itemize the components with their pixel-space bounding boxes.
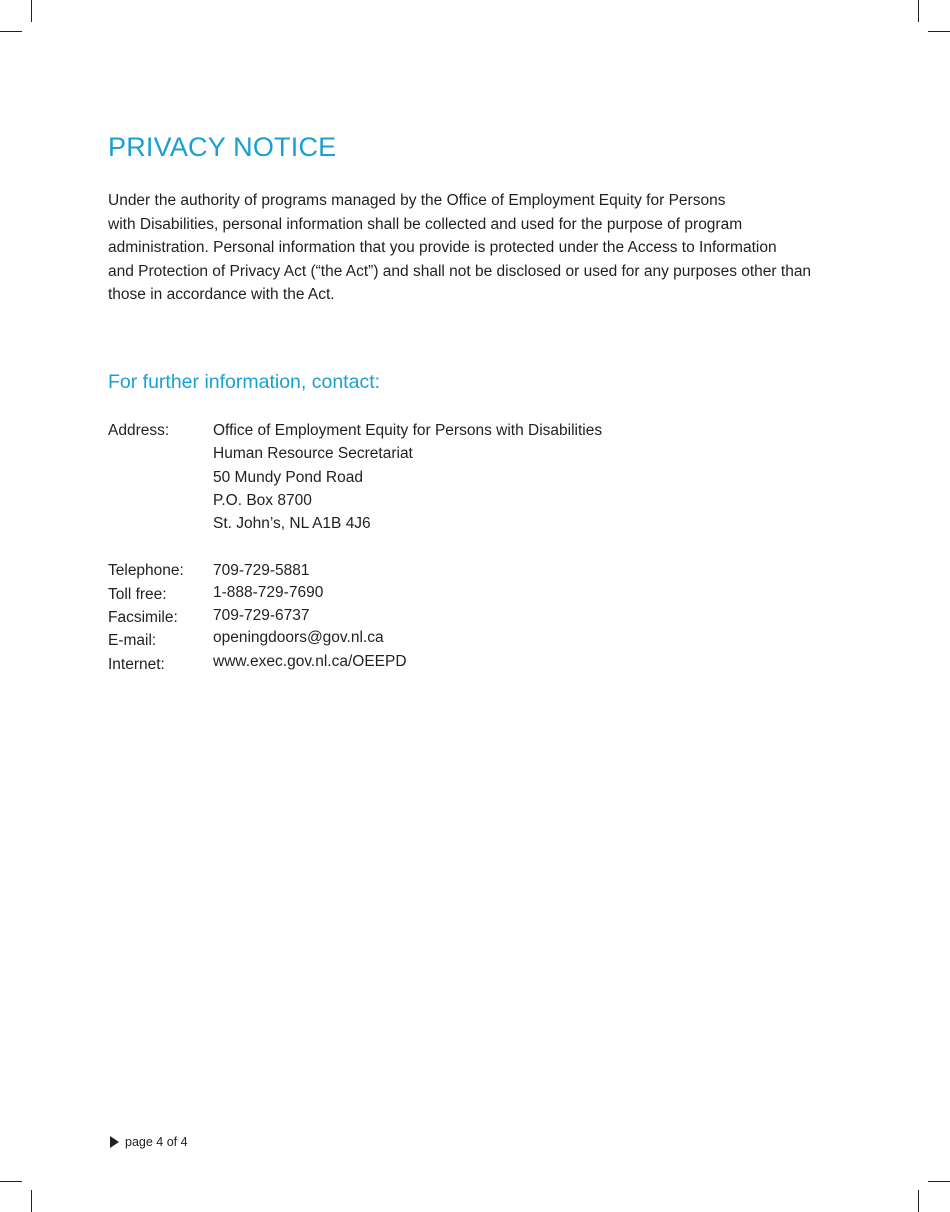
- tollfree-value: 1-888-729-7690: [213, 584, 324, 601]
- paragraph-line: administration. Personal information that you provide is protected under the Access to Information: [108, 239, 777, 257]
- telephone-label: Telephone:: [108, 562, 184, 579]
- crop-mark: [918, 1190, 919, 1212]
- crop-mark: [928, 31, 950, 32]
- crop-mark: [31, 1190, 32, 1212]
- triangle-right-icon: [110, 1136, 119, 1148]
- address-line: P.O. Box 8700: [213, 492, 312, 509]
- crop-mark: [928, 1181, 950, 1182]
- telephone-value: 709-729-5881: [213, 562, 310, 579]
- address-line: 50 Mundy Pond Road: [213, 469, 363, 486]
- internet-link[interactable]: www.exec.gov.nl.ca/OEEPD: [213, 653, 407, 670]
- internet-label: Internet:: [108, 656, 165, 673]
- email-label: E-mail:: [108, 632, 157, 649]
- paragraph-line: Under the authority of programs managed by the Office of Employment Equity for Persons: [108, 192, 726, 209]
- address-label: Address:: [108, 422, 170, 439]
- address-line: Office of Employment Equity for Persons with Disabilities: [213, 422, 603, 439]
- crop-mark: [31, 0, 32, 22]
- address-line: St. John’s, NL A1B 4J6: [213, 515, 371, 532]
- page-footer: [110, 1135, 188, 1149]
- paragraph-line: and Protection of Privacy Act (“the Act”) and shall not be disclosed or used for any purposes other than: [108, 262, 812, 280]
- address-line: Human Resource Secretariat: [213, 445, 413, 462]
- privacy-paragraph: [108, 189, 848, 307]
- paragraph-line: those in accordance with the Act.: [108, 286, 335, 304]
- crop-mark: [918, 0, 919, 22]
- page-title: PRIVACY NOTICE: [108, 132, 337, 162]
- email-link[interactable]: openingdoors@gov.nl.ca: [213, 629, 384, 646]
- crop-mark: [0, 31, 22, 32]
- fax-label: Facsimile:: [108, 609, 178, 626]
- fax-value: 709-729-6737: [213, 607, 310, 624]
- contact-heading: For further information, contact:: [108, 371, 381, 393]
- crop-mark: [0, 1181, 22, 1182]
- paragraph-line: with Disabilities, personal information shall be collected and used for the purpose of program: [108, 215, 743, 233]
- tollfree-label: Toll free:: [108, 586, 167, 603]
- page-number: page 4 of 4: [125, 1135, 188, 1149]
